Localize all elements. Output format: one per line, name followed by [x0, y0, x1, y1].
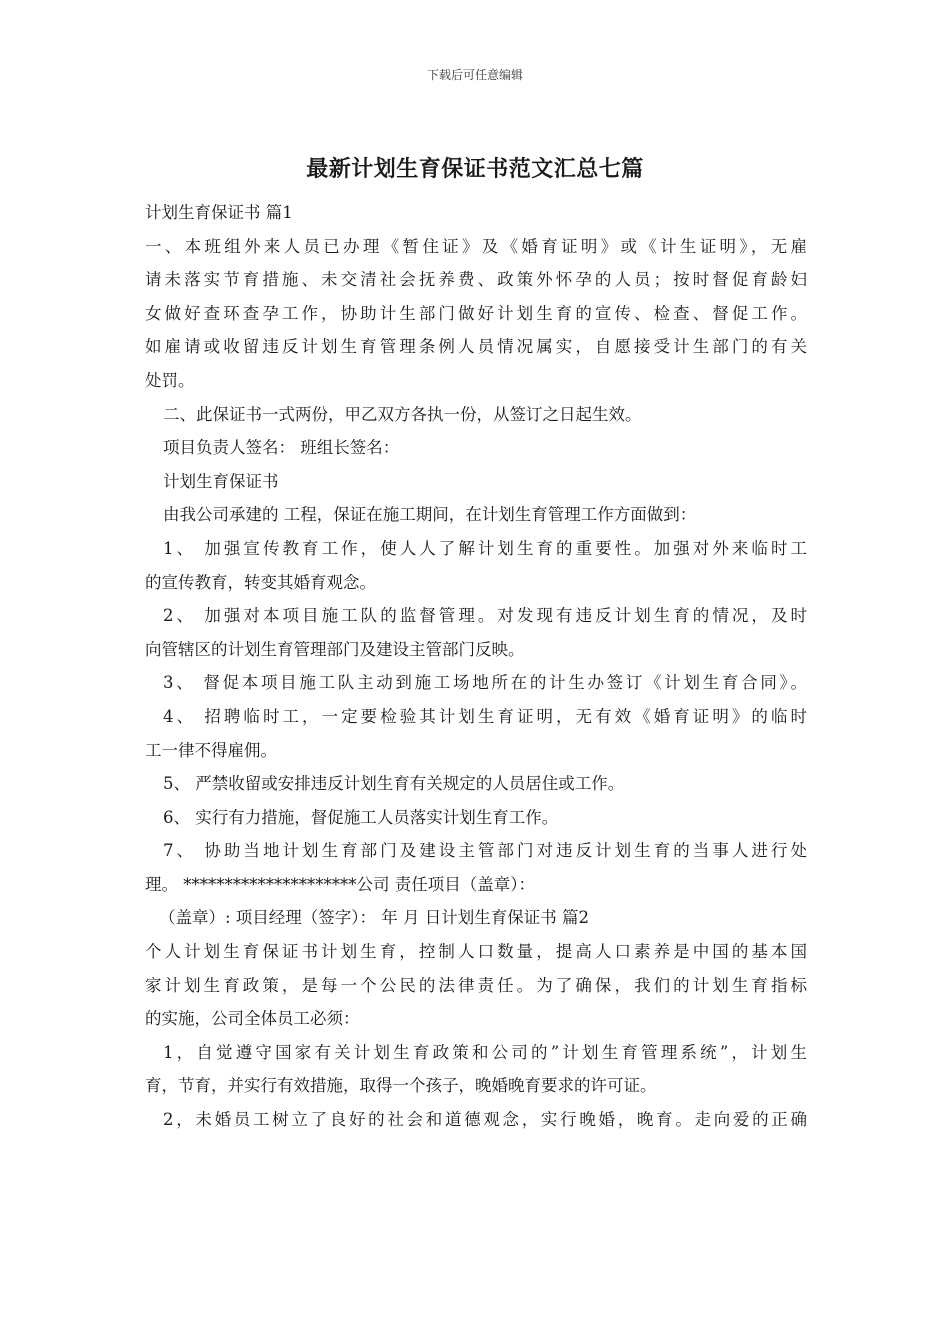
text-line: 2，未婚员工树立了良好的社会和道德观念，实行晚婚，晚育。走向爱的正确 — [163, 1110, 807, 1130]
text-line: 女做好查环查孕工作，协助计生部门做好计划生育的宣传、检查、督促工作。 — [145, 303, 807, 323]
page-header-note: 下载后可任意编辑 — [426, 68, 523, 82]
text-line: 工一律不得雇佣。 — [145, 740, 277, 760]
text-line: 家计划生育政策，是每一个公民的法律责任。为了确保，我们的计划生育指标 — [145, 975, 807, 995]
text-line: 7、 协助当地计划生育部门及建设主管部门对违反计划生育的当事人进行处 — [163, 841, 807, 861]
text-line: 5、 严禁收留或安排违反计划生育有关规定的人员居住或工作。 — [163, 774, 625, 794]
text-line: 1，自觉遵守国家有关计划生育政策和公司的”计划生育管理系统”，计划生 — [163, 1042, 807, 1062]
text-line: 4、 招聘临时工，一定要检验其计划生育证明，无有效《婚育证明》的临时 — [163, 706, 807, 726]
text-line: 个人计划生育保证书计划生育，控制人口数量，提高人口素养是中国的基本国 — [145, 942, 807, 962]
text-line: 理。 *********************公司 责任项目（盖章）： — [145, 874, 535, 894]
text-line: 处罚。 — [145, 370, 195, 390]
document-title: 最新计划生育保证书范文汇总七篇 — [306, 156, 644, 182]
document-body — [145, 196, 807, 1137]
text-line: （盖章）: 项目经理（签字）： 年 月 日计划生育保证书 篇2 — [159, 908, 590, 928]
text-line: 二、此保证书一式两份，甲乙双方各执一份，从签订之日起生效。 — [163, 404, 642, 424]
text-line: 计划生育保证书 — [163, 471, 279, 491]
text-line: 6、 实行有力措施，督促施工人员落实计划生育工作。 — [163, 807, 559, 827]
text-line: 向管辖区的计划生育管理部门及建设主管部门反映。 — [145, 639, 525, 659]
text-line: 3、 督促本项目施工队主动到施工场地所在的计生办签订《计划生育合同》。 — [163, 673, 807, 693]
text-line: 一、本班组外来人员已办理《暂住证》及《婚育证明》或《计生证明》，无雇 — [145, 236, 807, 256]
text-line: 育，节育，并实行有效措施，取得一个孩子，晚婚晚育要求的许可证。 — [145, 1076, 657, 1096]
text-line: 项目负责人签名： 班组长签名： — [163, 438, 400, 458]
text-line: 的实施，公司全体员工必须： — [145, 1009, 360, 1029]
text-line: 1、 加强宣传教育工作，使人人了解计划生育的重要性。加强对外来临时工 — [163, 538, 807, 558]
text-line: 计划生育保证书 篇1 — [145, 203, 293, 222]
text-line: 如雇请或收留违反计划生育管理条例人员情况属实，自愿接受计生部门的有关 — [145, 337, 807, 357]
text-line: 由我公司承建的 工程，保证在施工期间，在计划生育管理工作方面做到： — [163, 505, 697, 525]
text-line: 的宣传教育，转变其婚育观念。 — [145, 572, 376, 592]
text-line: 请未落实节育措施、未交清社会抚养费、政策外怀孕的人员；按时督促育龄妇 — [145, 270, 807, 290]
text-line: 2、 加强对本项目施工队的监督管理。对发现有违反计划生育的情况，及时 — [163, 606, 807, 626]
